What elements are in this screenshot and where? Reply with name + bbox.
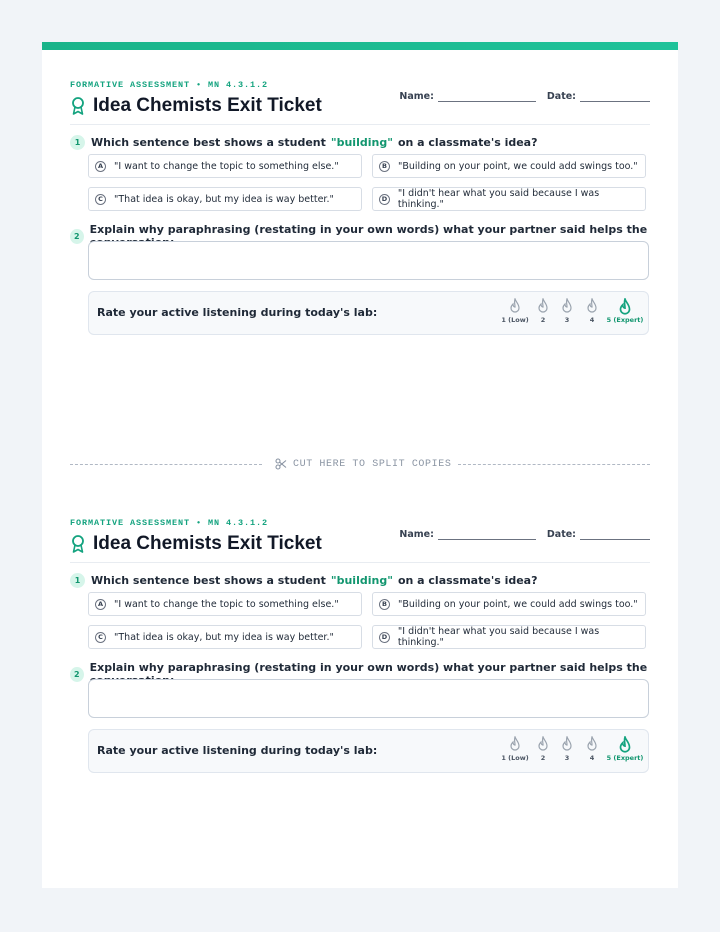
header-divider — [70, 124, 650, 125]
option-text: "I didn't hear what you said because I was thinking." — [397, 188, 600, 210]
flame-icon — [617, 298, 633, 316]
option-letter: D — [379, 632, 390, 643]
date-label: Date: — [546, 529, 576, 540]
option-letter: B — [379, 599, 390, 610]
cut-text: CUT HERE TO SPLIT COPIES — [293, 458, 452, 470]
flame-icon — [617, 736, 633, 754]
rating-option-label: 3 — [564, 316, 570, 324]
option-b[interactable] — [372, 592, 646, 616]
question-text: Explain why paraphrasing (restating in your own words) what your partner said helps the — [89, 223, 648, 236]
date-line[interactable] — [580, 89, 650, 102]
scissors-icon — [275, 458, 287, 470]
question-text-after: on a classmate's idea? — [397, 136, 538, 149]
title-row — [70, 532, 322, 556]
option-letter: A — [95, 161, 106, 172]
question-text: Explain why paraphrasing (restating in your own words) what your partner said helps the — [89, 661, 648, 674]
self-rating-panel — [88, 729, 649, 773]
question-text-before: Which sentence best shows a student — [91, 136, 326, 149]
option-d[interactable] — [372, 187, 646, 211]
question-number-badge: 1 — [70, 573, 85, 588]
option-text: "Building on your point, we could add swings too." — [398, 160, 638, 172]
name-label: Name: — [399, 91, 434, 102]
cut-dash-right — [458, 464, 650, 465]
rating-option-label: 5 (Expert) — [606, 316, 644, 324]
page-title: Idea Chemists Exit Ticket — [93, 95, 322, 116]
option-letter: C — [95, 194, 106, 205]
option-letter: A — [95, 599, 106, 610]
rating-option-5[interactable] — [600, 298, 650, 324]
option-text: "That idea is okay, but my idea is way better." — [114, 631, 334, 643]
date-field[interactable] — [547, 89, 650, 102]
answer-box[interactable] — [88, 679, 649, 718]
rating-option-label: 4 — [589, 754, 595, 762]
option-text: "That idea is okay, but my idea is way better." — [114, 193, 334, 205]
rating-option-label: 5 (Expert) — [606, 754, 644, 762]
name-line[interactable] — [438, 89, 536, 102]
header-divider — [70, 562, 650, 563]
rating-option-label: 3 — [564, 754, 570, 762]
exit-ticket-2 — [42, 518, 678, 818]
title-row — [70, 94, 322, 118]
rating-option-label: 2 — [540, 754, 546, 762]
name-line[interactable] — [438, 527, 536, 540]
question-number-badge: 2 — [70, 667, 84, 682]
rating-label: Rate your active listening during today's lab: — [97, 306, 378, 319]
question-highlight: "building" — [330, 136, 393, 149]
question-number-badge: 2 — [70, 229, 84, 244]
question-text — [91, 574, 537, 587]
option-c[interactable] — [88, 187, 362, 211]
option-text: "Building on your point, we could add swings too." — [398, 598, 638, 610]
accent-bar — [42, 42, 678, 50]
date-field[interactable] — [547, 527, 650, 540]
question-1 — [70, 135, 537, 150]
option-a[interactable] — [88, 154, 362, 178]
assessment-label: FORMATIVE ASSESSMENT • MN 4.3.1.2 — [70, 518, 269, 528]
date-line[interactable] — [580, 527, 650, 540]
option-letter: D — [379, 194, 390, 205]
question-number-badge: 1 — [70, 135, 85, 150]
date-label: Date: — [546, 91, 576, 102]
option-letter: B — [379, 161, 390, 172]
cut-label — [275, 458, 451, 470]
flame-icon — [585, 736, 599, 752]
rating-option-5[interactable] — [600, 736, 650, 762]
rating-scale — [501, 298, 644, 330]
award-ribbon-icon — [70, 534, 86, 554]
rating-option-label: 2 — [540, 316, 546, 324]
option-b[interactable] — [372, 154, 646, 178]
rating-option-label: 1 (Low) — [501, 316, 529, 324]
option-a[interactable] — [88, 592, 362, 616]
question-1 — [70, 573, 537, 588]
page-title: Idea Chemists Exit Ticket — [93, 533, 322, 554]
cut-dash-left — [70, 464, 262, 465]
rating-option-label: 4 — [589, 316, 595, 324]
question-text-after: on a classmate's idea? — [397, 574, 538, 587]
rating-label: Rate your active listening during today's lab: — [97, 744, 378, 757]
exit-ticket-1 — [42, 80, 678, 380]
question-text-before: Which sentence best shows a student — [91, 574, 326, 587]
name-date-fields — [399, 527, 650, 540]
rating-option-label: 1 (Low) — [501, 754, 529, 762]
option-text: "I want to change the topic to something else." — [114, 598, 339, 610]
option-letter: C — [95, 632, 106, 643]
question-text — [91, 136, 537, 149]
option-text: "I didn't hear what you said because I was thinking." — [397, 626, 600, 648]
option-d[interactable] — [372, 625, 646, 649]
assessment-label: FORMATIVE ASSESSMENT • MN 4.3.1.2 — [70, 80, 269, 90]
answer-box[interactable] — [88, 241, 649, 280]
name-field[interactable] — [399, 89, 547, 102]
flame-icon — [585, 298, 599, 314]
award-ribbon-icon — [70, 96, 86, 116]
self-rating-panel — [88, 291, 649, 335]
question-highlight: "building" — [330, 574, 393, 587]
option-text: "I want to change the topic to something else." — [114, 160, 339, 172]
name-label: Name: — [399, 529, 434, 540]
name-date-fields — [399, 89, 650, 102]
rating-scale — [501, 736, 644, 768]
cut-line — [70, 458, 650, 472]
option-c[interactable] — [88, 625, 362, 649]
name-field[interactable] — [399, 527, 547, 540]
worksheet-page — [42, 42, 678, 888]
